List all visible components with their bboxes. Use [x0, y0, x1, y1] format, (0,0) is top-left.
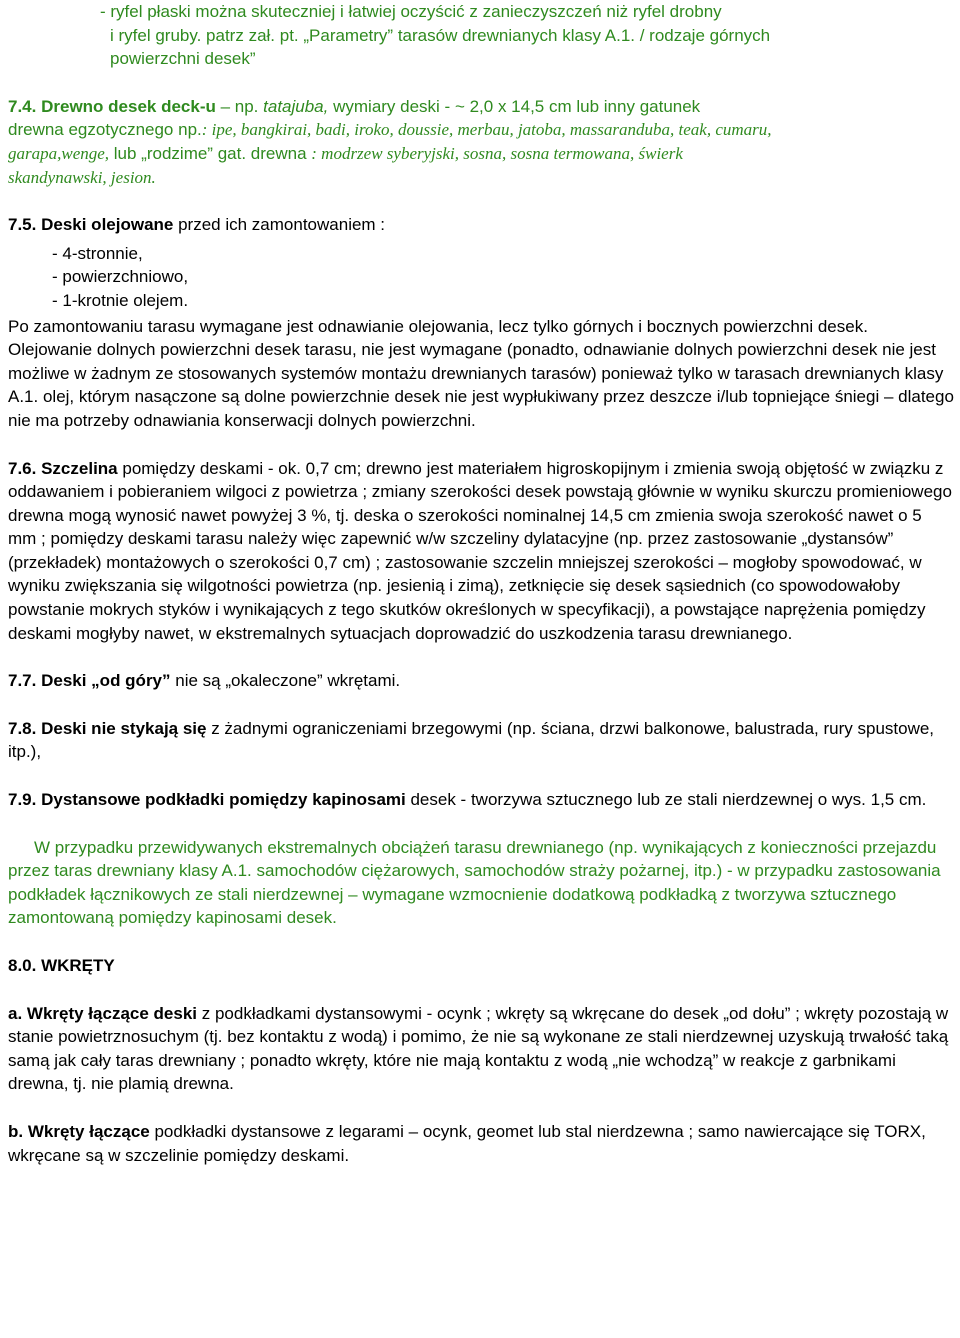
- section-7-8: [8, 717, 954, 764]
- section-7-4-rest: wymiary deski - ~ 2,0 x 14,5 cm lub inny gatunek: [328, 96, 701, 116]
- screws-a: [8, 1002, 954, 1096]
- section-7-4-line3a: garapa,wenge,: [8, 143, 110, 163]
- list-item: - 1-krotnie olejem.: [52, 290, 189, 310]
- screws-a-bold: a. Wkręty łączące deski: [8, 1003, 198, 1023]
- document-page: [8, 0, 954, 1167]
- section-7-4-line2b: : ipe, bangkirai, badi, iroko, doussie, merbau, jatoba, massaranduba, teak, cumaru,: [201, 120, 772, 140]
- list-item: - 4-stronnie,: [52, 243, 143, 263]
- section-7-8-number: 7.8.: [8, 718, 37, 738]
- section-7-5-paragraph: Po zamontowaniu tarasu wymagane jest odnawianie olejowania, lecz tylko górnych i bocznych powierzchni desek. Olejowanie dolnych powierzchni desek tarasu, nie jest wymagane (ponadto, odnawianie dolnych powierzchni desek nie jest możliwe w żadnym ze stosowanych systemów montażu drewnianych tarasów) ponieważ tylko w tarasach drewnianych klasy A.1. olej, którym nasączone są dolne powierzchnie desek nie jest wypłukiwany przez deszcze i/lub topniejące śniegi – dlatego nie ma potrzeby odnawiania konserwacji dolnych powierzchni.: [8, 316, 954, 430]
- section-7-8-rest: z żadnymi ograniczeniami brzegowymi (np. ściana, drzwi balkonowe, balustrada, rury spustowe, itp.),: [8, 718, 935, 762]
- riffle-note: [8, 0, 954, 71]
- section-7-5-heading-rest: przed ich zamontowaniem :: [173, 215, 386, 235]
- section-7-9-number: 7.9.: [8, 790, 37, 810]
- section-7-5-number: 7.5.: [8, 215, 37, 235]
- section-7-4-number: 7.4.: [8, 96, 37, 116]
- screws-b-rest: podkładki dystansowe z legarami – ocynk, geomet lub stal nierdzewna ; samo nawiercające się TORX, wkręcane są w szczelinie pomiędzy deskami.: [8, 1121, 926, 1165]
- section-7-9: [8, 788, 954, 812]
- riffle-note-line-3: powierzchni desek”: [110, 49, 256, 69]
- section-7-4: [8, 95, 954, 189]
- section-7-4-line4: skandynawski, jesion.: [8, 167, 156, 187]
- oiling-list: [8, 242, 954, 313]
- section-7-4-line2a: drewna egzotycznego np.: [8, 120, 202, 140]
- screws-b: [8, 1120, 954, 1167]
- section-7-4-line3b: lub „rodzime” gat. drewna: [109, 143, 312, 163]
- riffle-note-line-2: i ryfel gruby. patrz zał. pt. „Parametry” tarasów drewnianych klasy A.1. / rodzaje górnych: [110, 25, 771, 45]
- section-7-7: [8, 669, 954, 693]
- section-7-5-heading: Deski olejowane: [41, 215, 174, 235]
- section-7-9-rest: desek - tworzywa sztucznego lub ze stali nierdzewnej o wys. 1,5 cm.: [405, 790, 927, 810]
- section-7-6-number: 7.6.: [8, 458, 37, 478]
- section-7-4-dash: – np.: [215, 96, 264, 116]
- section-7-8-bold: Deski nie stykają się: [41, 718, 207, 738]
- section-7-7-rest: nie są „okaleczone” wkrętami.: [170, 671, 401, 691]
- screws-b-bold: b. Wkręty łączące: [8, 1121, 150, 1141]
- screws-a-rest: z podkładkami dystansowymi - ocynk ; wkręty są wkręcane do desek „od dołu” ; wkręty pozostają w stanie powietrznosuchym (tj. bez kontaktu z wodą) i pomimo, że nie są wykonane ze stali nierdzewnej uzyskują trwałość taką samą jak cały taras drewniany ; ponadto wkręty, które nie mają kontaktu z wodą „nie wchodzą” w reakcje z garbnikami drewna, tj. nie plamią drewna.: [8, 1003, 949, 1094]
- section-7-4-line3c: : modrzew syberyjski, sosna, sosna termowana, świerk: [311, 143, 683, 163]
- riffle-note-line-1: - ryfel płaski można skuteczniej i łatwiej oczyścić z zanieczyszczeń niż ryfel drobny: [100, 2, 722, 21]
- list-item: - powierzchniowo,: [52, 267, 189, 287]
- section-7-5: [8, 213, 954, 432]
- section-7-7-number: 7.7.: [8, 671, 37, 691]
- section-7-7-bold: Deski „od góry”: [41, 671, 171, 691]
- section-7-4-heading: Drewno desek deck-u: [41, 96, 216, 116]
- section-7-6-text: pomiędzy deskami - ok. 0,7 cm; drewno jest materiałem higroskopijnym i zmienia swoją objętość w związku z oddawaniem i pobieraniem wilgoci z powietrza ; zmiany szerokości desek powstają głównie w wyniku skurczu promieniowego drewna mogą wynosić nawet powyżej 3 %, tj. deska o szerokości nominalnej 14,5 cm zmienia swoja szerokość nawet o 5 mm ; pomiędzy deskami tarasu należy więc zapewnić w/w szczeliny dylatacyjne (np. przez zastosowanie „dystansów” (przekładek) montażowych o szerokości 0,7 cm) ; zastosowanie szczelin mniejszej szerokości – mogłoby spowodować, w wyniku zwiększania się wilgotności powietrza (np. jesienią i zimą), zetknięcie się desek sąsiednich (co spowodowałoby powstanie mokrych styków i wynikających z tego skutków określonych w specyfikacji), a powstające naprężenia pomiędzy deskami mogłyby nawet, w ekstremalnych sytuacjach doprowadzić do uszkodzenia tarasu drewnianego.: [8, 458, 952, 643]
- section-7-4-italic: tatajuba,: [263, 96, 329, 116]
- section-8-0-heading: 8.0. WKRĘTY: [8, 956, 115, 975]
- section-7-6: [8, 457, 954, 646]
- section-7-6-heading: Szczelina: [41, 458, 118, 478]
- section-7-9-bold: Dystansowe podkładki pomiędzy kapinosami: [41, 790, 406, 810]
- extreme-load-note: W przypadku przewidywanych ekstremalnych obciążeń tarasu drewnianego (np. wynikających z konieczności przejazdu przez taras drewniany klasy A.1. samochodów ciężarowych, samochodów straży pożarnej, itp.) - w przypadku zastosowania podkładek łącznikowych ze stali nierdzewnej – wymagane wzmocnienie dodatkową podkładką z tworzywa sztucznego zamontowaną pomiędzy kapinosami desek.: [8, 837, 941, 928]
